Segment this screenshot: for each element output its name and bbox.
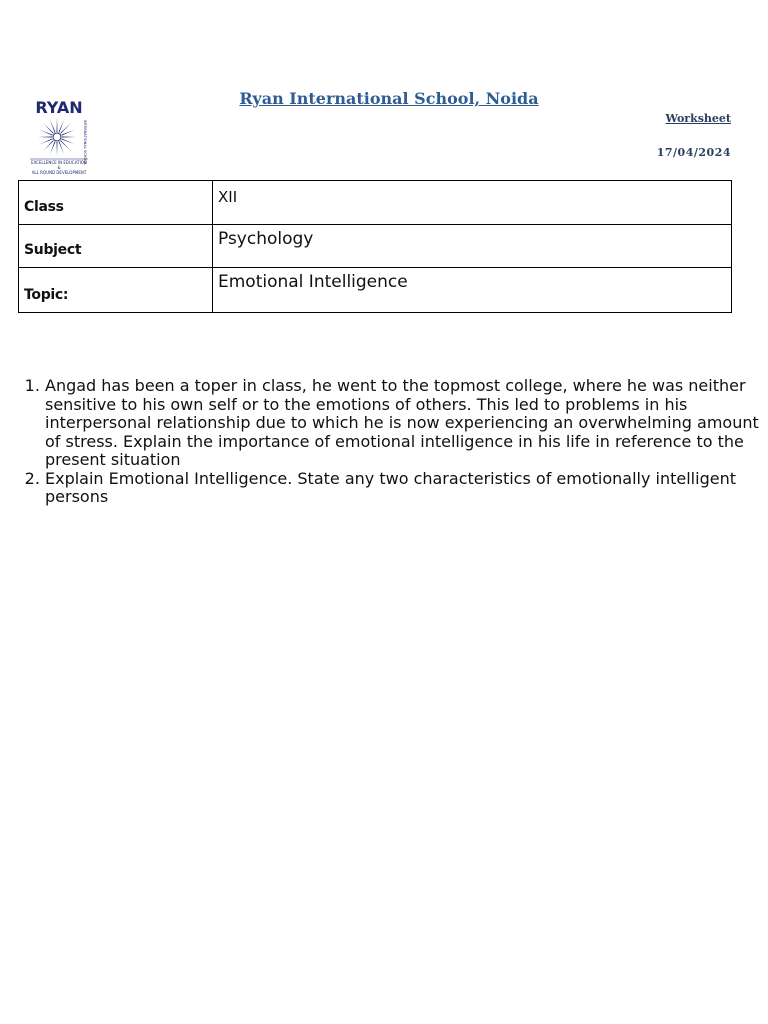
logo-wordmark: RYAN	[35, 98, 83, 117]
logo-arc-text: INTERNATIONAL SCHOOL	[83, 120, 87, 166]
info-table	[18, 180, 732, 313]
info-label: Topic:	[24, 287, 69, 303]
logo-tagline-2: &	[57, 165, 61, 170]
info-label: Subject	[24, 242, 82, 258]
info-label-cell	[19, 268, 213, 313]
info-label-cell	[19, 181, 213, 225]
info-row-class	[19, 181, 732, 225]
info-row-subject	[19, 225, 732, 268]
question-list	[18, 377, 763, 507]
question-item: 1. Angad has been a toper in class, he went to the topmost college, where he was neither sensitive to his own self or to the emotions of others. This led to problems in his interpersonal relationship due to which he is now experiencing an overwhelming amount of stress. Explain the importance of emotional intelligence in his life in reference to the present situation	[45, 377, 763, 470]
info-value: XII	[218, 188, 238, 206]
info-value: Emotional Intelligence	[218, 272, 408, 292]
school-name-heading: Ryan International School, Noida	[239, 89, 539, 108]
sunburst-emblem	[38, 118, 76, 156]
info-value-cell	[213, 225, 732, 268]
sunburst-ray	[57, 142, 58, 156]
sunburst-center	[53, 133, 61, 141]
document-type: Worksheet	[665, 112, 731, 125]
sunburst-ray	[57, 118, 58, 132]
info-value-cell	[213, 268, 732, 313]
info-value: Psychology	[218, 229, 314, 249]
question-item: 2. Explain Emotional Intelligence. State any two characteristics of emotionally intelligent persons	[45, 470, 763, 507]
info-label: Class	[24, 199, 64, 215]
logo-tagline-1: EXCELLENCE IN EDUCATION	[31, 160, 87, 165]
info-value-cell	[213, 181, 732, 225]
document-date: 17/04/2024	[656, 146, 731, 159]
sunburst-ray	[38, 137, 52, 138]
info-row-topic	[19, 268, 732, 313]
school-logo	[26, 96, 92, 178]
info-label-cell	[19, 225, 213, 268]
sunburst-ray	[62, 137, 76, 138]
logo-tagline-3: ALL ROUND DEVELOPMENT	[31, 170, 87, 175]
